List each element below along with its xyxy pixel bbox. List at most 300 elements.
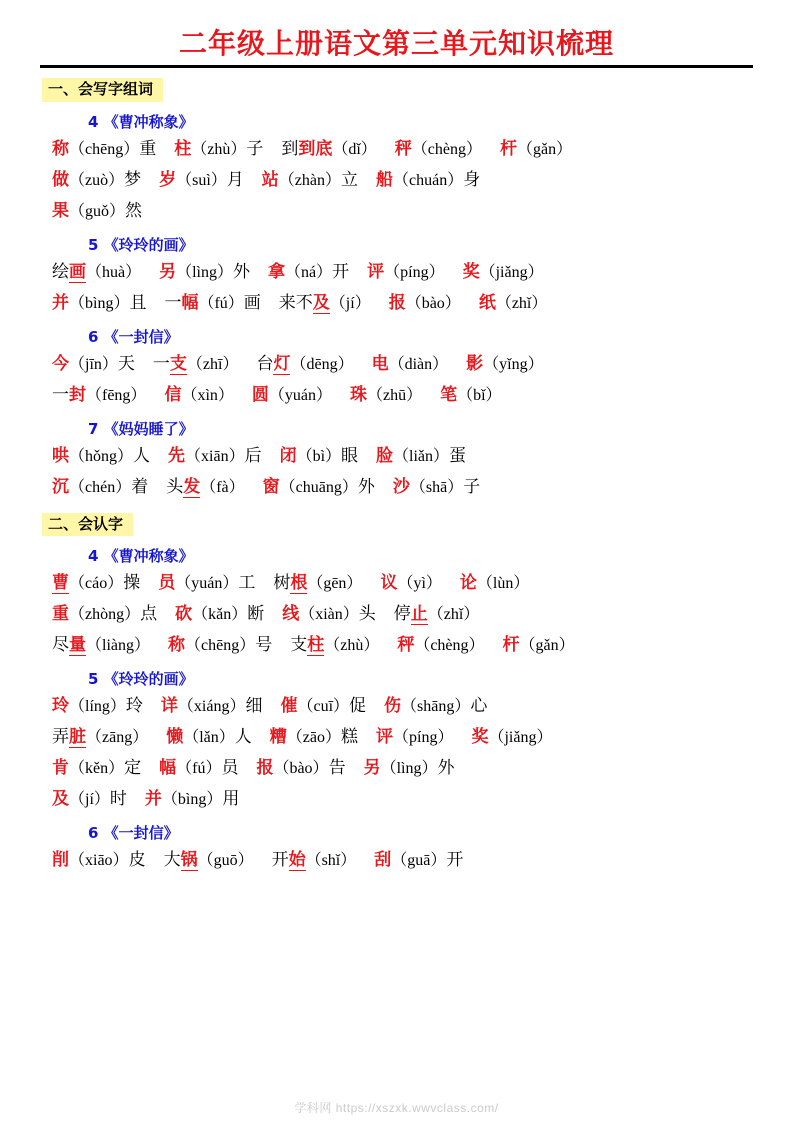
pinyin: （xiān）	[185, 447, 245, 465]
word-entry	[376, 441, 466, 472]
target-character: 止	[410, 604, 428, 624]
pinyin: （bìng）	[161, 791, 223, 808]
pinyin: （fà）	[200, 478, 245, 496]
pinyin: （cuī）	[297, 698, 350, 715]
word-entry	[252, 380, 332, 411]
spacer	[262, 691, 280, 721]
lesson-heading: 5 《玲玲的画》	[88, 235, 194, 254]
word-entry	[389, 288, 461, 319]
target-character: 拿	[268, 261, 286, 282]
target-character: 画	[69, 261, 86, 282]
spacer	[150, 630, 168, 660]
pinyin: （huà）	[86, 263, 142, 281]
word-suffix: 员	[221, 758, 239, 778]
spacer	[375, 472, 393, 502]
word-entry	[159, 753, 238, 784]
pinyin: （dēng）	[290, 355, 354, 373]
pinyin: （chuāng）	[279, 478, 358, 496]
pinyin: （píng）	[384, 263, 445, 281]
word-prefix: 一	[152, 353, 170, 374]
word-entry	[376, 165, 480, 196]
spacer	[362, 568, 380, 598]
word-entry	[158, 568, 255, 599]
word-prefix: 尽	[52, 635, 69, 655]
target-character: 员	[158, 573, 176, 593]
spacer	[234, 380, 252, 410]
spacer	[377, 134, 395, 164]
target-character: 议	[380, 573, 398, 593]
word-entry	[290, 630, 379, 661]
pinyin: （zhù）	[324, 637, 380, 654]
target-character: 到底	[298, 138, 333, 159]
pinyin: （guō）	[197, 852, 254, 869]
word-suffix: 头	[358, 604, 376, 624]
word-line	[52, 784, 793, 815]
word-entry	[174, 134, 263, 165]
target-character: 船	[376, 169, 394, 190]
word-entry	[500, 134, 572, 165]
spacer	[263, 134, 281, 164]
spacer	[252, 722, 270, 752]
spacer	[422, 380, 440, 410]
pinyin: （chén）	[69, 478, 132, 496]
word-entry	[279, 288, 371, 319]
spacer	[264, 599, 282, 629]
pinyin: （jīn）	[69, 355, 118, 373]
word-entry	[52, 845, 146, 876]
word-entry	[263, 472, 375, 503]
word-suffix: 蛋	[449, 445, 467, 466]
target-character: 哄	[52, 445, 69, 466]
word-entry	[52, 165, 141, 196]
target-character: 秤	[397, 635, 415, 655]
watermark: 学科网 https://xszxk.wwvclass.com/	[294, 1101, 499, 1115]
spacer	[140, 568, 158, 598]
pinyin: （bào）	[405, 294, 461, 312]
pinyin: （xiáng）	[177, 698, 246, 715]
pinyin: （shǐ）	[305, 852, 357, 869]
word-line	[52, 753, 793, 784]
spacer	[141, 257, 159, 287]
section-heading-row	[0, 503, 793, 539]
page-title: 二年级上册语文第三单元知识梳理	[178, 27, 614, 60]
word-suffix: 眼	[341, 445, 359, 466]
spacer	[371, 288, 389, 318]
spacer	[245, 472, 263, 502]
spacer	[141, 165, 159, 195]
word-entry	[161, 691, 263, 722]
pinyin: （guǒ）	[69, 202, 126, 220]
word-suffix: 心	[470, 696, 488, 716]
pinyin: （zāo）	[286, 729, 341, 746]
target-character: 杆	[502, 635, 520, 655]
target-character: 电	[371, 353, 389, 374]
target-character: 称	[168, 635, 185, 655]
pinyin: （gǎn）	[517, 140, 573, 158]
word-entry	[52, 288, 146, 319]
word-entry	[52, 380, 146, 411]
target-character: 支	[169, 353, 187, 374]
word-line	[52, 349, 793, 380]
pinyin: （jiǎng）	[488, 729, 553, 746]
pinyin: （bǐ）	[457, 386, 502, 404]
lesson-heading: 6 《一封信》	[88, 824, 179, 842]
target-character: 幅	[159, 758, 177, 778]
target-character: 今	[52, 353, 69, 374]
pinyin: （shāng）	[401, 698, 471, 715]
word-entry	[52, 257, 141, 288]
word-entry	[153, 349, 239, 380]
target-character: 报	[256, 758, 274, 778]
target-character: 伤	[384, 696, 402, 716]
spacer	[358, 722, 376, 752]
document-page	[0, 26, 793, 1148]
target-character: 笔	[440, 384, 458, 405]
word-suffix: 天	[117, 353, 135, 374]
word-entry	[256, 753, 345, 784]
word-entry	[168, 441, 262, 472]
word-entry	[364, 753, 455, 784]
pinyin: （zāng）	[86, 729, 149, 746]
word-suffix: 然	[125, 200, 143, 221]
word-entry	[466, 349, 543, 380]
word-entry	[374, 845, 463, 876]
target-character: 评	[376, 727, 393, 747]
pinyin: （liǎn）	[393, 447, 450, 465]
pinyin: （zhū）	[367, 386, 423, 404]
word-suffix: 促	[349, 696, 367, 716]
pinyin: （yuán）	[175, 575, 239, 592]
word-line	[52, 599, 793, 630]
pinyin: （chēng）	[69, 140, 140, 158]
target-character: 并	[52, 292, 69, 313]
spacer	[156, 134, 174, 164]
word-entry	[175, 599, 264, 630]
word-entry	[256, 349, 353, 380]
target-character: 圆	[251, 384, 269, 405]
word-suffix: 断	[247, 604, 265, 624]
spacer	[146, 380, 164, 410]
word-entry	[463, 257, 544, 288]
target-character: 量	[69, 635, 86, 655]
spacer	[376, 599, 394, 629]
target-character: 曹	[52, 573, 69, 593]
spacer	[445, 257, 463, 287]
section-heading: 二、会认字	[42, 513, 133, 537]
word-entry	[479, 288, 548, 319]
spacer	[442, 568, 460, 598]
pinyin: （fēng）	[86, 386, 147, 404]
target-character: 做	[52, 169, 69, 190]
pinyin: （chēng）	[185, 637, 256, 654]
word-suffix: 操	[123, 573, 141, 593]
target-character: 影	[466, 353, 484, 374]
pinyin: （ná）	[285, 263, 333, 281]
word-entry	[460, 568, 529, 599]
word-entry	[164, 288, 260, 319]
word-line	[52, 441, 793, 472]
target-character: 刮	[374, 850, 392, 870]
pinyin: （yì）	[397, 575, 442, 592]
word-suffix: 外	[357, 476, 375, 497]
target-character: 幅	[181, 292, 199, 313]
pinyin: （zuò）	[69, 171, 125, 189]
pinyin: （zhàn）	[278, 171, 342, 189]
word-prefix: 树	[273, 573, 291, 593]
word-prefix: 头	[166, 476, 184, 497]
pinyin: （hǒng）	[69, 447, 134, 465]
word-line	[52, 165, 793, 196]
word-entry	[52, 472, 148, 503]
word-entry	[168, 630, 272, 661]
pinyin: （zhòng）	[69, 606, 141, 623]
word-entry	[280, 441, 358, 472]
pinyin: （fú）	[198, 294, 244, 312]
word-entry	[145, 784, 239, 815]
word-prefix: 到	[281, 138, 299, 159]
target-character: 锅	[180, 850, 198, 870]
spacer	[349, 257, 367, 287]
word-entry	[159, 257, 250, 288]
word-entry	[52, 630, 150, 661]
spacer	[135, 349, 153, 379]
pinyin: （xiàn）	[299, 606, 359, 623]
pinyin: （fú）	[176, 760, 222, 777]
word-entry	[159, 165, 244, 196]
word-entry	[471, 722, 552, 753]
word-prefix: 开	[271, 850, 289, 870]
word-suffix: 皮	[128, 850, 146, 870]
spacer	[146, 288, 164, 318]
pinyin: （yuán）	[268, 386, 332, 404]
word-entry	[268, 257, 349, 288]
word-line	[52, 196, 793, 227]
word-entry	[273, 568, 362, 599]
word-suffix: 工	[238, 573, 256, 593]
word-line	[52, 691, 793, 722]
pinyin: （jiǎng）	[479, 263, 544, 281]
pinyin: （lìng）	[176, 263, 234, 281]
target-character: 沙	[392, 476, 410, 497]
target-character: 详	[160, 696, 178, 716]
word-entry	[270, 722, 358, 753]
target-character: 线	[282, 604, 300, 624]
target-character: 柱	[174, 138, 192, 159]
target-character: 始	[288, 850, 306, 870]
pinyin: （zhǐ）	[427, 606, 480, 623]
target-character: 信	[164, 384, 182, 405]
target-character: 闭	[279, 445, 297, 466]
word-suffix: 号	[255, 635, 273, 655]
target-character: 玲	[52, 696, 69, 716]
word-suffix: 时	[109, 789, 127, 809]
word-suffix: 玲	[125, 696, 143, 716]
target-character: 另	[159, 261, 177, 282]
target-character: 及	[52, 789, 69, 809]
word-suffix: 月	[226, 169, 244, 190]
word-suffix: 开	[446, 850, 464, 870]
word-entry	[367, 257, 444, 288]
word-entry	[503, 630, 575, 661]
spacer	[254, 845, 272, 875]
spacer	[358, 165, 376, 195]
spacer	[356, 845, 374, 875]
word-entry	[166, 722, 252, 753]
pinyin: （cáo）	[69, 575, 124, 592]
word-suffix: 点	[140, 604, 158, 624]
target-character: 柱	[307, 635, 325, 655]
spacer	[358, 441, 376, 471]
pinyin: （guā）	[391, 852, 447, 869]
word-suffix: 梦	[124, 169, 142, 190]
lesson-heading: 7 《妈妈睡了》	[88, 419, 194, 438]
word-entry	[372, 349, 449, 380]
word-entry	[376, 722, 453, 753]
word-suffix: 后	[244, 445, 262, 466]
target-character: 糟	[269, 727, 287, 747]
spacer	[150, 441, 168, 471]
spacer	[332, 380, 350, 410]
pinyin: （chuán）	[393, 171, 464, 189]
word-entry	[52, 134, 156, 165]
word-line	[52, 472, 793, 503]
word-entry	[52, 753, 141, 784]
word-entry	[397, 630, 484, 661]
spacer	[143, 691, 161, 721]
spacer	[448, 349, 466, 379]
word-line	[52, 257, 793, 288]
word-suffix: 定	[124, 758, 142, 778]
word-entry	[262, 165, 358, 196]
word-entry	[164, 845, 254, 876]
word-suffix: 糕	[341, 727, 358, 747]
word-suffix: 用	[222, 789, 240, 809]
pinyin: （zhù）	[191, 140, 247, 158]
target-character: 沉	[52, 476, 69, 497]
target-character: 珠	[350, 384, 367, 405]
word-suffix: 细	[245, 696, 263, 716]
target-character: 懒	[166, 727, 184, 747]
word-entry	[52, 441, 150, 472]
word-entry	[52, 349, 135, 380]
lesson-heading: 4 《曹冲称象》	[88, 547, 194, 565]
target-character: 灯	[273, 353, 291, 374]
pinyin: （jí）	[329, 294, 371, 312]
word-prefix: 大	[163, 850, 181, 870]
word-entry	[52, 196, 142, 227]
word-entry	[52, 568, 140, 599]
pinyin: （chèng）	[414, 637, 485, 654]
pinyin: （bào）	[273, 760, 329, 777]
pinyin: （bìng）	[69, 294, 130, 312]
pinyin: （zhǐ）	[495, 294, 548, 312]
target-character: 催	[280, 696, 298, 716]
target-character: 论	[459, 573, 477, 593]
word-entry	[272, 845, 357, 876]
target-character: 发	[183, 476, 201, 497]
lesson-heading: 6 《一封信》	[88, 327, 179, 346]
pinyin: （lùn）	[476, 575, 530, 592]
word-entry	[280, 691, 366, 722]
word-entry	[440, 380, 501, 411]
word-entry	[380, 568, 441, 599]
word-entry	[384, 691, 487, 722]
target-character: 根	[290, 573, 308, 593]
spacer	[148, 722, 166, 752]
spacer	[482, 134, 500, 164]
spacer	[141, 753, 159, 783]
target-character: 重	[52, 604, 69, 624]
section-heading: 一、会写字组词	[42, 78, 163, 102]
lesson-heading: 4 《曹冲称象》	[88, 112, 194, 131]
spacer	[238, 349, 256, 379]
spacer	[255, 568, 273, 598]
word-line	[52, 380, 793, 411]
target-character: 杆	[500, 138, 517, 159]
word-suffix: 开	[332, 261, 350, 282]
word-entry	[52, 784, 127, 815]
word-entry	[393, 472, 480, 503]
section-heading-row	[0, 68, 793, 104]
word-entry	[52, 599, 157, 630]
target-character: 纸	[478, 292, 496, 313]
target-character: 及	[312, 292, 330, 313]
word-prefix: 支	[290, 635, 308, 655]
spacer	[366, 691, 384, 721]
target-character: 称	[52, 138, 69, 159]
target-character: 砍	[175, 604, 193, 624]
spacer	[453, 722, 471, 752]
word-suffix: 且	[129, 292, 147, 313]
word-suffix: 外	[437, 758, 455, 778]
pinyin: （zhī）	[186, 355, 239, 373]
spacer	[244, 165, 262, 195]
target-character: 站	[261, 169, 279, 190]
spacer	[157, 599, 175, 629]
pinyin: （lìng）	[380, 760, 438, 777]
pinyin: （lǎn）	[183, 729, 235, 746]
pinyin: （chèng）	[411, 140, 482, 158]
word-entry	[166, 472, 244, 503]
pinyin: （suì）	[176, 171, 227, 189]
word-suffix: 人	[133, 445, 151, 466]
target-character: 削	[52, 850, 69, 870]
document-body	[0, 68, 793, 876]
target-character: 并	[144, 789, 162, 809]
spacer	[485, 630, 503, 660]
word-prefix: 来不	[278, 292, 313, 313]
word-suffix: 立	[341, 169, 359, 190]
title-block	[40, 26, 753, 68]
word-suffix: 着	[131, 476, 149, 497]
word-suffix: 重	[139, 138, 157, 159]
word-suffix: 子	[246, 138, 264, 159]
word-entry	[394, 599, 480, 630]
pinyin: （xiāo）	[69, 852, 129, 869]
pinyin: （kǎn）	[192, 606, 248, 623]
spacer	[238, 753, 256, 783]
spacer	[379, 630, 397, 660]
target-character: 秤	[394, 138, 412, 159]
spacer	[148, 472, 166, 502]
spacer	[461, 288, 479, 318]
word-line	[52, 134, 793, 165]
pinyin: （shā）	[409, 478, 464, 496]
spacer	[272, 630, 290, 660]
target-character: 窗	[262, 476, 280, 497]
word-suffix: 人	[234, 727, 252, 747]
pinyin: （liàng）	[86, 637, 150, 654]
